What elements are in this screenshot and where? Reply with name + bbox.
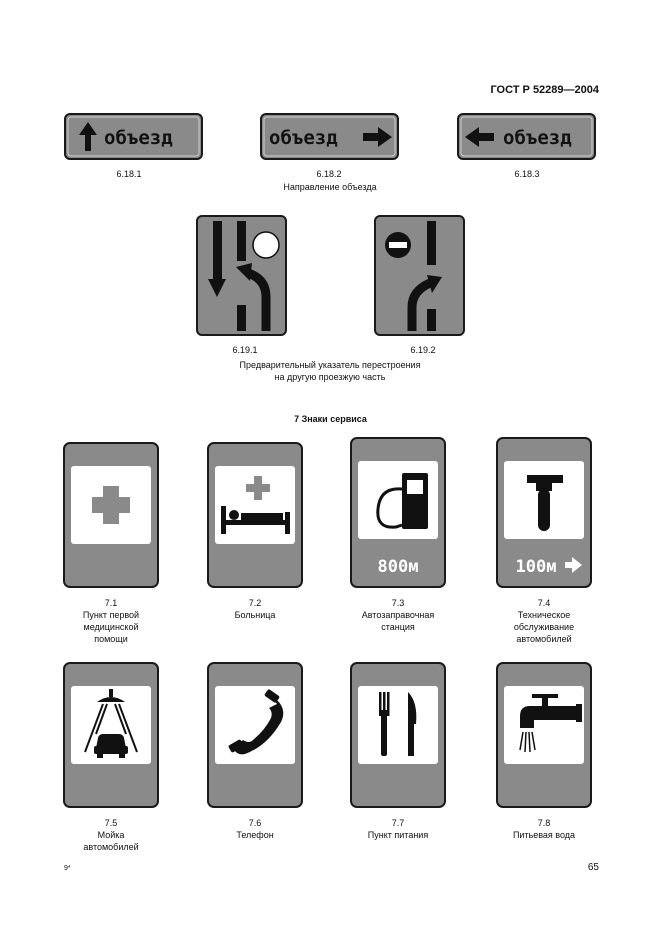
sign-number: 7.2 bbox=[248, 598, 262, 608]
caption-line: Мойка bbox=[97, 830, 125, 840]
caption-line: Больница bbox=[234, 610, 276, 620]
sign-caption-7-2 bbox=[210, 597, 300, 621]
sign-caption-7-8 bbox=[494, 817, 594, 841]
sign-number: 6.18.3 bbox=[514, 169, 540, 179]
sign-number: 7.6 bbox=[248, 818, 262, 828]
sign-7-2 bbox=[207, 442, 303, 588]
caption-line: медицинской bbox=[83, 622, 139, 632]
caption-line: Телефон bbox=[236, 830, 274, 840]
sign-7-8 bbox=[496, 662, 592, 808]
sign-6-18-3 bbox=[457, 113, 596, 160]
sign-7-3 bbox=[350, 437, 446, 588]
caption-line: автомобилей bbox=[83, 842, 139, 852]
sign-7-6 bbox=[207, 662, 303, 808]
sign-caption-7-7 bbox=[348, 817, 448, 841]
sign-6-18-3-text: объезд bbox=[503, 127, 572, 149]
distance-plate-text: 100м bbox=[515, 557, 557, 577]
sign-7-4 bbox=[496, 437, 592, 588]
caption-line: помощи bbox=[94, 634, 128, 644]
caption-line: на другую проезжую часть bbox=[274, 372, 386, 382]
caption-line: Пункт питания bbox=[367, 830, 429, 840]
distance-plate-text: 800м bbox=[377, 557, 419, 577]
sign-7-1 bbox=[63, 442, 159, 588]
group-618-caption: Направление объезда bbox=[283, 182, 377, 192]
standard-header: ГОСТ Р 52289—2004 bbox=[490, 84, 599, 96]
sign-number: 6.19.1 bbox=[232, 345, 258, 355]
caption-line: Пункт первой bbox=[82, 610, 140, 620]
caption-line: Предварительный указатель перестроения bbox=[239, 360, 421, 370]
caption-line: Питьевая вода bbox=[512, 830, 576, 840]
caption-line: Техническое bbox=[517, 610, 571, 620]
sheet-mark: 9* bbox=[64, 865, 71, 872]
sign-7-5 bbox=[63, 662, 159, 808]
sign-6-18-2 bbox=[260, 113, 399, 160]
caption-line: автомобилей bbox=[516, 634, 572, 644]
sign-6-18-2-text: объезд bbox=[269, 127, 338, 149]
sign-number: 7.4 bbox=[537, 598, 551, 608]
caption-line: Автозаправочная bbox=[361, 610, 435, 620]
sign-number: 7.7 bbox=[391, 818, 405, 828]
section-title: 7 Знаки сервиса bbox=[294, 414, 367, 424]
caption-line: станция bbox=[381, 622, 415, 632]
sign-caption-7-5 bbox=[66, 817, 156, 853]
sign-6-19-2 bbox=[374, 215, 465, 336]
sign-number: 7.3 bbox=[391, 598, 405, 608]
sign-6-18-1-text: объезд bbox=[104, 127, 173, 149]
caption-line: обслуживание bbox=[513, 622, 575, 632]
sign-6-18-1 bbox=[64, 113, 203, 160]
sign-caption-7-6 bbox=[210, 817, 300, 841]
sign-number: 6.19.2 bbox=[410, 345, 436, 355]
page-number: 65 bbox=[587, 862, 599, 873]
sign-caption-7-4 bbox=[494, 597, 594, 645]
sign-caption-7-3 bbox=[348, 597, 448, 633]
group-619-caption bbox=[180, 359, 480, 383]
sign-7-7 bbox=[350, 662, 446, 808]
sign-number: 6.18.2 bbox=[316, 169, 342, 179]
sign-number: 7.8 bbox=[537, 818, 551, 828]
sign-number: 7.5 bbox=[104, 818, 118, 828]
sign-number: 6.18.1 bbox=[116, 169, 142, 179]
sign-number: 7.1 bbox=[104, 598, 118, 608]
sign-caption-7-1 bbox=[66, 597, 156, 645]
sign-6-19-1 bbox=[196, 215, 287, 336]
